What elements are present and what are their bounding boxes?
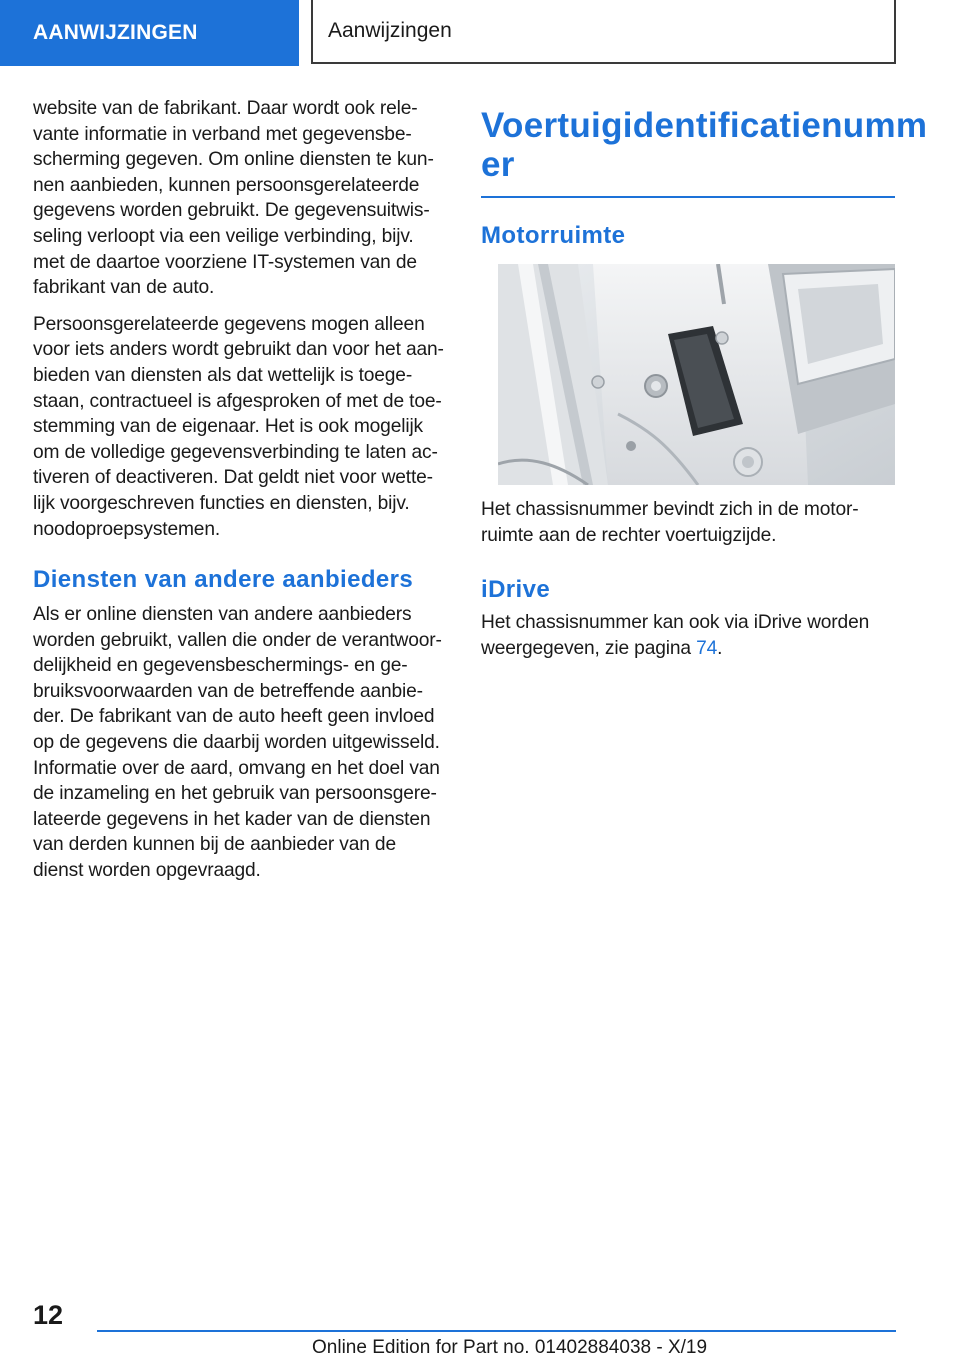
text-line: Informatie over de aard, omvang en het doel van <box>33 757 440 779</box>
text-line: bruiksvoorwaarden van de betreffende aanbie‐ <box>33 680 423 702</box>
engine-compartment-image <box>498 264 895 485</box>
text-line <box>481 636 895 662</box>
text-line: worden gebruikt, vallen die onder de verantwoor‐ <box>33 629 442 651</box>
text-line: voor iets anders wordt gebruikt dan voor het aan‐ <box>33 339 444 361</box>
text-line: de inzameling en het gebruik van persoonsgere‐ <box>33 783 437 805</box>
section-title-vin <box>481 106 928 184</box>
text-line: lijk voorgeschreven functies en diensten, bijv. <box>33 492 410 514</box>
text-line: scherming gegeven. Om online diensten te kun‐ <box>33 149 434 171</box>
title-line: Voertuigidentificatienumm <box>481 106 928 145</box>
text-line: gegevens worden gebruikt. De gegevensuitwis‐ <box>33 200 430 222</box>
engine-compartment-illustration <box>498 264 895 485</box>
text-line: ruimte aan de rechter voertuigzijde. <box>481 524 777 546</box>
text-line: lateerde gegevens in het kader van de diensten <box>33 808 431 830</box>
text-line: der. De fabrikant van de auto heeft geen invloed <box>33 706 435 728</box>
text-line: nen aanbieden, kunnen persoonsgerelateerde <box>33 174 420 196</box>
text-line: vante informatie in verband met gegevensbe‐ <box>33 123 412 145</box>
subheading-idrive: iDrive <box>481 576 551 604</box>
text-line: Het chassisnummer bevindt zich in de motor‐ <box>481 499 859 520</box>
paragraph-third-party <box>33 602 449 884</box>
section-label: AANWIJZINGEN <box>33 21 198 44</box>
text-line: delijkheid en gegevensbeschermings- en ge‐ <box>33 655 408 677</box>
page-number: 12 <box>33 1300 64 1330</box>
title-divider <box>481 196 895 198</box>
text-line: tiveren of deactiveren. Dat geldt niet voor wette‐ <box>33 467 433 489</box>
text-line: op de gegevens die daarbij worden uitgewisseld. <box>33 732 440 754</box>
text-line: om de volledige gegevensverbinding te laten ac‐ <box>33 441 438 463</box>
section-tab <box>0 0 299 66</box>
text-line: staan, contractueel is afgesproken of met de toe‐ <box>33 390 442 412</box>
text-fragment: weergegeven, zie pagina <box>481 637 697 659</box>
page-header <box>0 0 960 66</box>
text-line: Het chassisnummer kan ook via iDrive worden <box>481 612 870 634</box>
paragraph-idrive <box>481 610 895 661</box>
paragraph-personal-data <box>33 312 449 542</box>
text-line: met de daartoe voorziene IT-systemen van de <box>33 251 417 273</box>
paragraph-vin-location <box>481 497 895 548</box>
chapter-title-box <box>311 0 896 64</box>
subheading-engine-compartment: Motorruimte <box>481 222 626 249</box>
text-line: noodoproepsystemen. <box>33 518 221 540</box>
text-line: website van de fabrikant. Daar wordt ook rele‐ <box>33 98 418 119</box>
text-line: Als er online diensten van andere aanbieders <box>33 604 412 626</box>
text-line: stemming van de eigenaar. Het is ook mogelijk <box>33 416 423 438</box>
text-line: fabrikant van de auto. <box>33 277 215 299</box>
footer-divider <box>97 1330 896 1332</box>
right-column <box>481 96 928 672</box>
text-line: seling verloopt via een veilige verbinding, bijv. <box>33 225 414 247</box>
page-reference-link[interactable]: 74 <box>696 637 718 659</box>
text-line: bieden van diensten als dat wettelijk is toege‐ <box>33 364 413 386</box>
left-column <box>33 96 449 895</box>
text-fragment: . <box>717 637 723 659</box>
paragraph-privacy-intro <box>33 96 449 301</box>
text-line: van derden kunnen bij de aanbieder van de <box>33 834 396 856</box>
title-line: er <box>481 145 515 184</box>
text-line: dienst worden opgevraagd. <box>33 860 261 882</box>
subheading-third-party-services: Diensten van andere aanbieders <box>33 566 414 594</box>
edition-text: Online Edition for Part no. 01402884038 - X/19 <box>312 1337 708 1358</box>
chapter-label: Aanwijzingen <box>328 19 452 42</box>
text-line: Persoonsgerelateerde gegevens mogen alleen <box>33 313 425 335</box>
